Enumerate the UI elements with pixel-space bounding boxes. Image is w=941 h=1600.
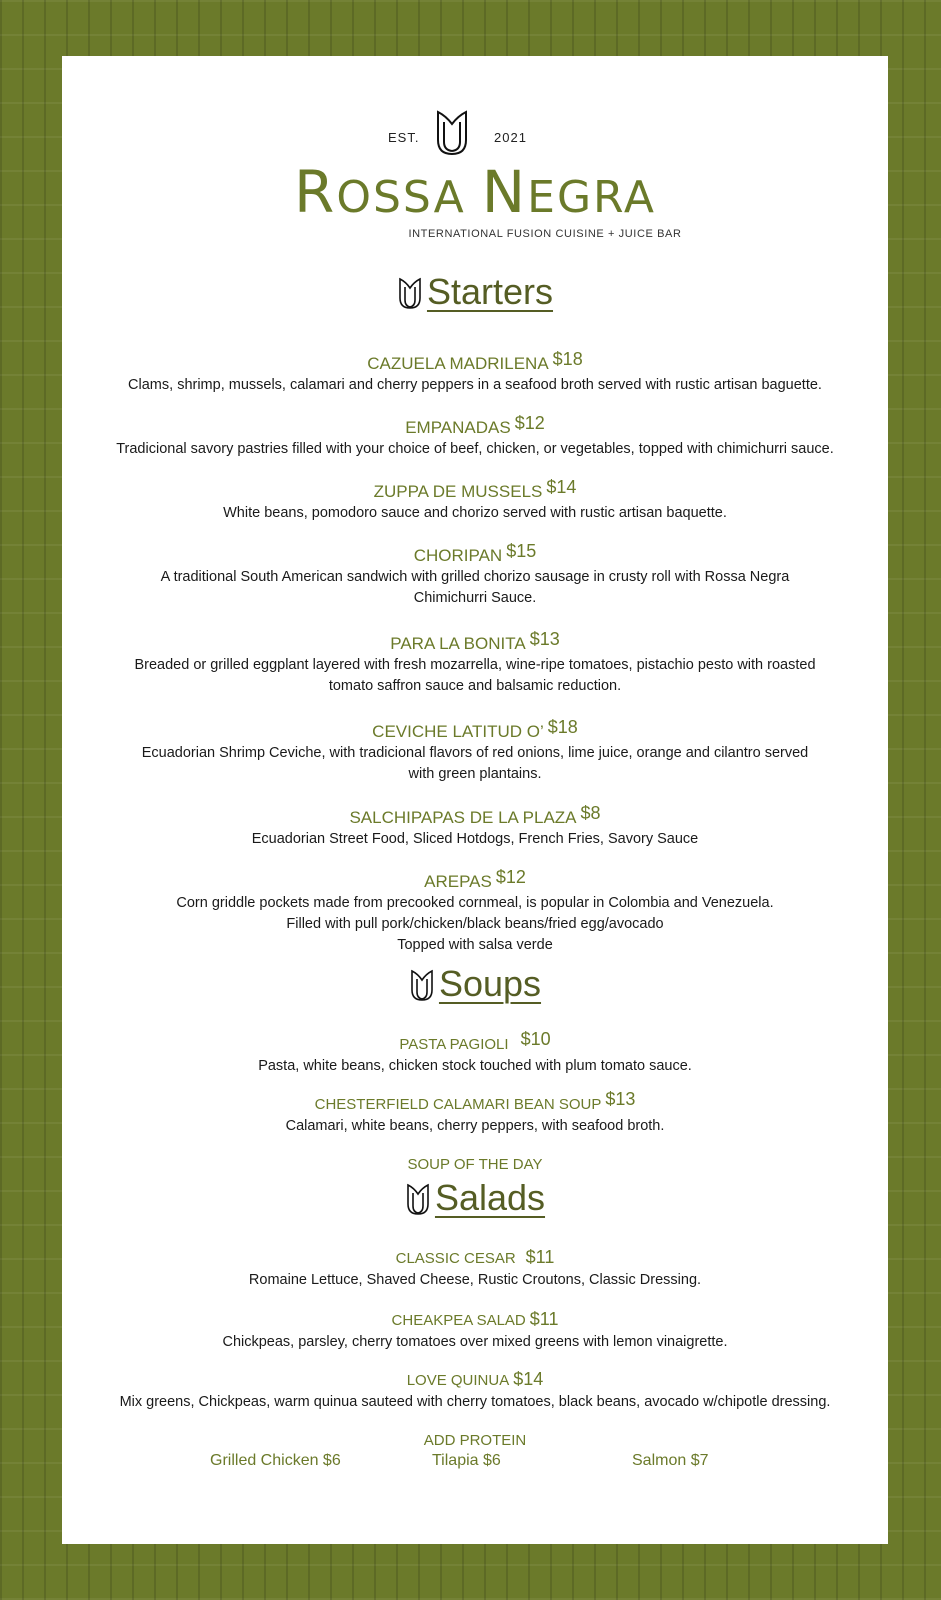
menu-sheet bbox=[62, 56, 888, 1544]
soups-section bbox=[62, 962, 888, 1006]
menu-item: EMPANADAS $12 Tradicional savory pastries filled with your choice of beef, chicken, or vegetables, topped with chimichurri sauce. bbox=[116, 413, 834, 457]
brand-tagline: INTERNATIONAL FUSION CUISINE + JUICE BAR bbox=[408, 228, 682, 240]
add-protein-title: ADD PROTEIN bbox=[423, 1432, 527, 1449]
menu-item: PASTA PAGIOLI $10 Pasta, white beans, chicken stock touched with plum tomato sauce. bbox=[258, 1029, 692, 1074]
menu-item: AREPAS $12 Corn griddle pockets made from precooked cornmeal, is popular in Colombia and Venezuela. Filled with pull pork/chicken/black beans/fried egg/avocado Topped with salsa verde bbox=[176, 867, 774, 953]
menu-item: CHESTERFIELD CALAMARI BEAN SOUP $13 Calamari, white beans, cherry peppers, with seafood broth. bbox=[285, 1089, 665, 1134]
protein-option: Grilled Chicken $6 bbox=[210, 1452, 341, 1469]
menu-item: SOUP OF THE DAY bbox=[407, 1156, 543, 1173]
menu-item: CHEAKPEA SALAD $11 Chickpeas, parsley, cherry tomatoes over mixed greens with lemon vinaigrette. bbox=[222, 1309, 728, 1350]
year-label: 2021 bbox=[494, 130, 527, 145]
menu-header bbox=[62, 104, 888, 240]
starters-section bbox=[62, 270, 888, 314]
protein-option: Salmon $7 bbox=[632, 1452, 709, 1469]
menu-item: PARA LA BONITA $13 Breaded or grilled eggplant layered with fresh mozarrella, wine-ripe tomatoes, pistachio pesto with roasted tomato saffron sauce and balsamic reduction. bbox=[134, 629, 816, 694]
menu-item: LOVE QUINUA $14 Mix greens, Chickpeas, warm quinua sauteed with cherry tomatoes, black beans, avocado w/chipotle dressing. bbox=[119, 1369, 831, 1410]
tulip-logo-icon bbox=[434, 104, 470, 156]
section-title-starters: Starters bbox=[62, 270, 888, 314]
protein-options bbox=[62, 1452, 888, 1476]
salads-section bbox=[62, 1176, 888, 1220]
menu-item: CAZUELA MADRILENA $18 Clams, shrimp, mussels, calamari and cherry peppers in a seafood broth served with rustic artisan baguette. bbox=[128, 349, 822, 393]
menu-item: ZUPPA DE MUSSELS $14 White beans, pomodoro sauce and chorizo served with rustic artisan baquette. bbox=[223, 477, 727, 521]
tulip-icon bbox=[405, 1180, 431, 1216]
brand-name: ROSSA NEGRA bbox=[294, 158, 656, 226]
tulip-icon bbox=[409, 966, 435, 1002]
menu-item: CEVICHE LATITUD O’ $18 Ecuadorian Shrimp Ceviche, with tradicional flavors of red onions, lime juice, orange and cilantro served with green plantains. bbox=[141, 717, 809, 782]
section-title-soups: Soups bbox=[62, 962, 888, 1006]
menu-item: CLASSIC CESAR $11 Romaine Lettuce, Shaved Cheese, Rustic Croutons, Classic Dressing. bbox=[248, 1247, 702, 1288]
est-label: EST. bbox=[388, 130, 420, 145]
protein-option: Tilapia $6 bbox=[432, 1452, 501, 1469]
add-protein bbox=[62, 1430, 888, 1476]
menu-item: CHORIPAN $15 A traditional South American sandwich with grilled chorizo sausage in crusty roll with Rossa Negra Chimichurri Sauce. bbox=[160, 541, 790, 606]
menu-item: SALCHIPAPAS DE LA PLAZA $8 Ecuadorian Street Food, Sliced Hotdogs, French Fries, Savory Sauce bbox=[251, 803, 699, 847]
tulip-icon bbox=[397, 274, 423, 310]
section-title-salads: Salads bbox=[62, 1176, 888, 1220]
